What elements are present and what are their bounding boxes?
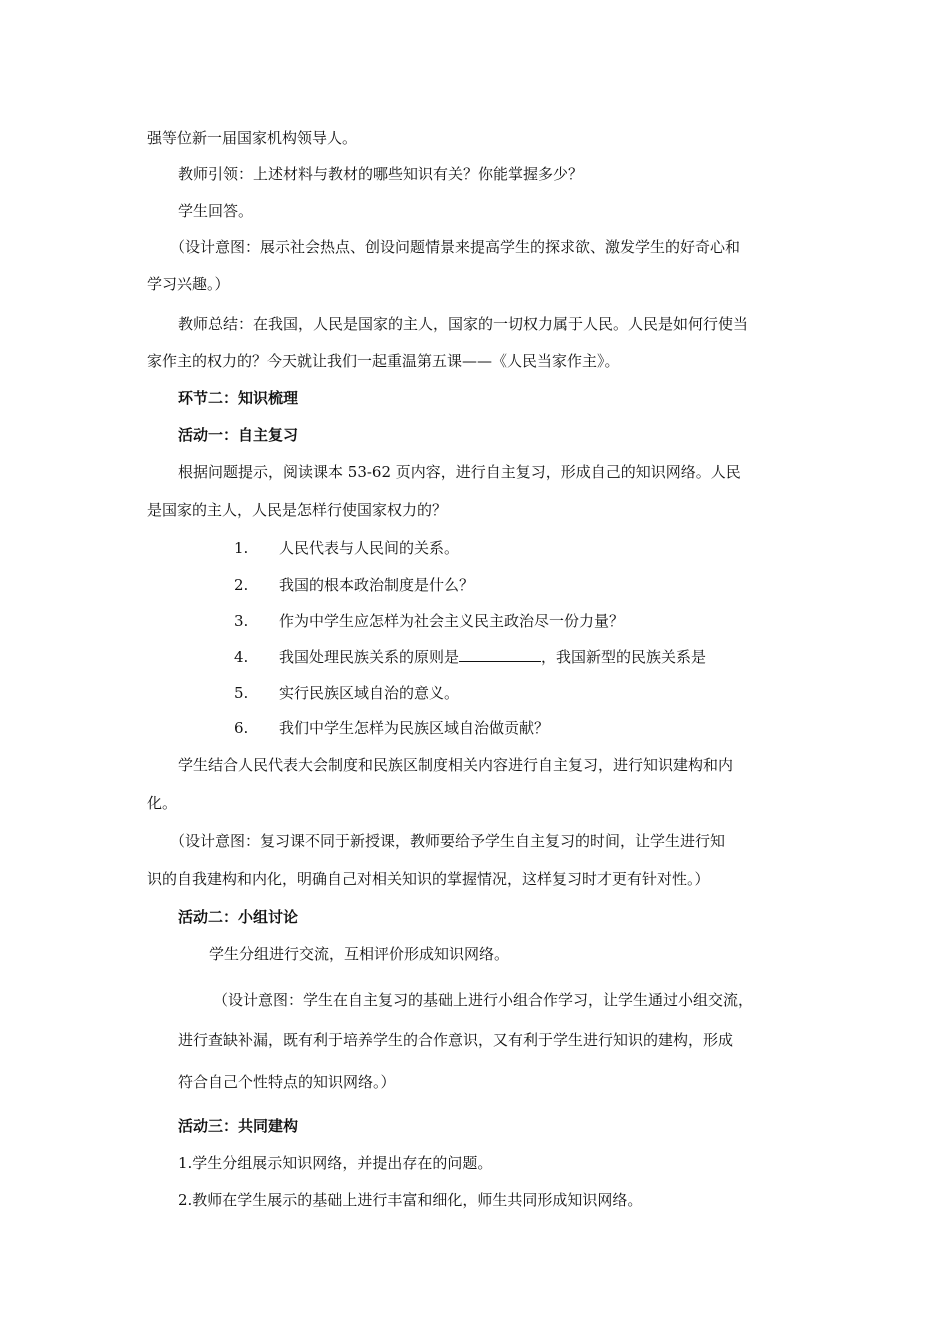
- activity3-heading: 活动三：共同建构: [178, 1117, 299, 1135]
- intro-continuation: 强等位新一届国家机构领导人。: [147, 129, 358, 147]
- build-step-1: 1.学生分组展示知识网络，并提出存在的问题。: [178, 1154, 493, 1172]
- design-intent-3-line2: 进行查缺补漏，既有利于培养学生的合作意识，又有利于学生进行知识的建构，形成: [178, 1031, 734, 1049]
- teacher-summary-line2: 家作主的权力的？今天就让我们一起重温第五课——《人民当家作主》。: [147, 352, 620, 370]
- activity1-line2: 是国家的主人，人民是怎样行使国家权力的？: [147, 501, 448, 519]
- build-step-2: 2.教师在学生展示的基础上进行丰富和细化，师生共同形成知识网络。: [178, 1191, 643, 1209]
- activity1-line1: 根据问题提示，阅读课本 53-62 页内容，进行自主复习，形成自己的知识网络。人民: [178, 463, 741, 481]
- design-intent-1-line1: （设计意图：展示社会热点、创设问题情景来提高学生的探求欲、激发学生的好奇心和: [170, 238, 741, 256]
- activity1-heading: 活动一：自主复习: [178, 426, 299, 444]
- group-discussion: 学生分组进行交流，互相评价形成知识网络。: [209, 945, 510, 963]
- student-review-line1: 学生结合人民代表大会制度和民族区制度相关内容进行自主复习，进行知识建构和内: [178, 756, 734, 774]
- design-intent-3-line1: （设计意图：学生在自主复习的基础上进行小组合作学习，让学生通过小组交流，: [213, 991, 754, 1009]
- student-answer: 学生回答。: [178, 202, 254, 220]
- design-intent-3-line3: 符合自己个性特点的知识网络。）: [178, 1073, 396, 1091]
- list-item: 6. 我们中学生怎样为民族区域自治做贡献？: [234, 719, 550, 737]
- design-intent-1-line2: 学习兴趣。）: [147, 275, 230, 293]
- list-item: 2. 我国的根本政治制度是什么？: [234, 576, 475, 594]
- teacher-lead: 教师引领：上述材料与教材的哪些知识有关？你能掌握多少？: [178, 165, 584, 183]
- list-item: 4. 我国处理民族关系的原则是 ，我国新型的民族关系是: [234, 648, 707, 666]
- student-review-line2: 化。: [147, 794, 178, 812]
- section2-heading: 环节二：知识梳理: [178, 389, 299, 407]
- list-item: 3. 作为中学生应怎样为社会主义民主政治尽一份力量？: [234, 612, 625, 630]
- teacher-summary-line1: 教师总结：在我国，人民是国家的主人，国家的一切权力属于人民。人民是如何行使当: [178, 315, 749, 333]
- list-item: 5. 实行民族区域自治的意义。: [234, 684, 460, 702]
- list-item: 1. 人民代表与人民间的关系。: [234, 539, 460, 557]
- design-intent-2-line2: 识的自我建构和内化，明确自己对相关知识的掌握情况，这样复习时才更有针对性。）: [147, 870, 710, 888]
- fill-blank: [459, 647, 541, 662]
- activity2-heading: 活动二：小组讨论: [178, 908, 299, 926]
- design-intent-2-line1: （设计意图：复习课不同于新授课，教师要给予学生自主复习的时间，让学生进行知: [170, 832, 726, 850]
